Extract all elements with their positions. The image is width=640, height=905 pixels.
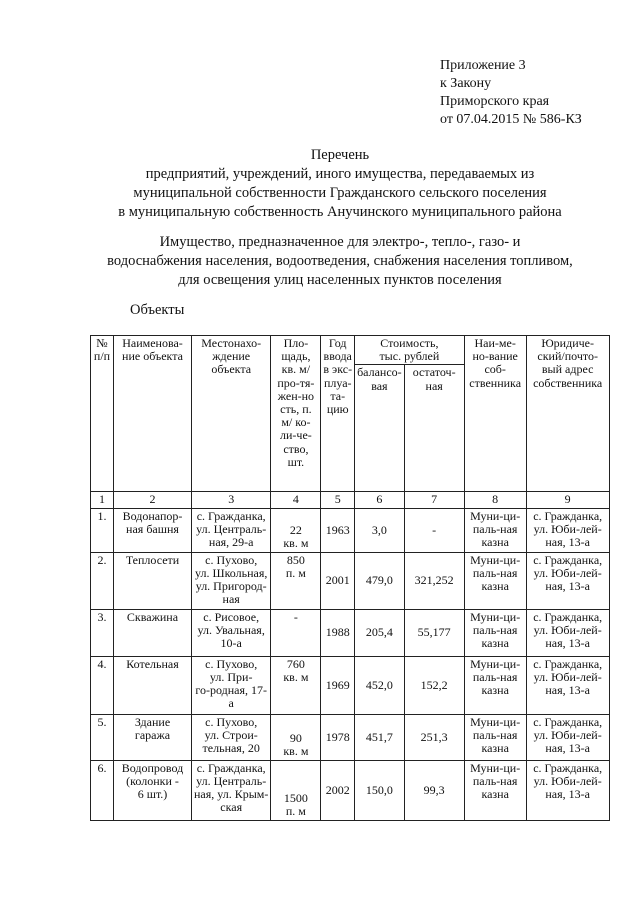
text-line: ная башня (126, 521, 179, 536)
balance-cost-cell: 451,7 (355, 714, 405, 760)
text-line: водоснабжения населения, водоотведения, снабжения населения топливом, (107, 253, 573, 269)
text-line: Котельная (126, 656, 179, 671)
text-line: 6 шт.) (137, 787, 168, 802)
text-line: казна (481, 579, 509, 594)
column-number-cell: 3 (192, 492, 271, 508)
text-line: ние объекта (122, 349, 183, 364)
text-line: ная, 13-а (545, 741, 590, 756)
objects-table (90, 335, 610, 821)
table-row (91, 656, 610, 714)
text-line: с. Гражданка, (533, 508, 603, 523)
text-line: казна (481, 683, 509, 698)
residual-cost-cell: 55,177 (404, 609, 464, 656)
object-name-cell (114, 508, 192, 552)
column-number-cell: 4 (271, 492, 321, 508)
text-line: Муни-ци- (470, 714, 521, 729)
header-year (321, 336, 355, 492)
balance-cost-cell: 3,0 (355, 508, 405, 552)
year-cell: 1978 (321, 714, 355, 760)
text-line: 1500 (283, 791, 308, 806)
text-line: остаточ- (412, 365, 456, 380)
text-line: с. Гражданка, (533, 552, 603, 567)
text-line: с. Пухово, (205, 656, 258, 671)
text-line: ул. При- (209, 669, 253, 684)
text-line: но-вание (472, 349, 518, 364)
area-cell (271, 760, 321, 820)
column-number-row (91, 492, 610, 508)
year-cell: 2001 (321, 552, 355, 609)
text-line: жен-но (277, 388, 315, 403)
column-number-cell: 8 (464, 492, 526, 508)
text-line: п. м (285, 565, 306, 580)
text-line: п/п (93, 349, 111, 364)
area-cell (271, 508, 321, 552)
owner-name-cell (464, 609, 526, 656)
objects-heading: Объекты (130, 302, 185, 318)
table-row (91, 552, 610, 609)
text-line: Муни-ци- (470, 508, 521, 523)
text-line: ул. Пригород- (195, 579, 267, 594)
column-number-cell: 5 (321, 492, 355, 508)
owner-name-cell (464, 552, 526, 609)
document-subtitle (80, 233, 600, 290)
text-line: ная (222, 592, 240, 607)
text-line: вый адрес (541, 362, 594, 377)
text-line: ная, 13-а (545, 579, 590, 594)
location-cell (192, 760, 271, 820)
appendix-block (440, 57, 582, 129)
text-line: с. Гражданка, (533, 656, 603, 671)
text-line: шт. (287, 454, 305, 469)
text-line: та- (330, 388, 346, 403)
text-line: паль-ная (472, 773, 518, 788)
text-line: Теплосети (125, 552, 180, 567)
text-line: 760 (286, 656, 305, 671)
text-line: ул. Увальная, (197, 622, 265, 637)
balance-cost-cell: 479,0 (355, 552, 405, 609)
text-line: паль-ная (472, 727, 518, 742)
row-number-cell: 4. (91, 656, 114, 714)
location-cell (192, 609, 271, 656)
table-row (91, 714, 610, 760)
header-row (91, 336, 610, 365)
text-line: Муни-ци- (470, 552, 521, 567)
text-line: Приморского края (440, 94, 550, 109)
row-number-cell: 5. (91, 714, 114, 760)
text-line: с. Пухово, (205, 714, 258, 729)
text-line: кв. м/ (281, 362, 311, 377)
area-cell (271, 552, 321, 609)
text-line: тыс. рублей (379, 349, 440, 364)
header-residual (404, 365, 464, 492)
header-num (91, 336, 114, 492)
text-line: м/ ко- (281, 415, 311, 430)
text-line: ул. Юби-лей- (533, 773, 602, 788)
header-cost (355, 336, 465, 365)
text-line: ул. Централь- (196, 773, 267, 788)
text-line: ул. Школьная, (195, 565, 268, 580)
text-line: ул. Строи- (204, 727, 258, 742)
owner-name-cell (464, 714, 526, 760)
text-line: Приложение 3 (440, 58, 526, 73)
header-area (271, 336, 321, 492)
balance-cost-cell: 205,4 (355, 609, 405, 656)
text-line: Водонапор- (122, 508, 183, 523)
object-name-cell (114, 552, 192, 609)
table-row (91, 760, 610, 820)
residual-cost-cell: 99,3 (404, 760, 464, 820)
text-line: паль-ная (472, 622, 518, 637)
text-line: Муни-ци- (470, 609, 521, 624)
text-line: Стоимость, (380, 336, 439, 350)
text-line: вая (371, 378, 388, 393)
text-line: ждение (212, 349, 251, 364)
text-line: ство, (283, 441, 309, 456)
text-line: ул. Юби-лей- (533, 565, 602, 580)
text-line: с. Гражданка, (533, 609, 603, 624)
text-line: ная, 13-а (545, 683, 590, 698)
area-cell (271, 714, 321, 760)
text-line: го-родная, 17- (195, 683, 268, 698)
owner-address-cell (526, 760, 609, 820)
text-line: Здание (134, 714, 171, 729)
year-cell: 1969 (321, 656, 355, 714)
row-number-cell: 1. (91, 508, 114, 552)
header-owner-name (464, 336, 526, 492)
text-line: ная, 29-а (208, 535, 254, 550)
text-line: тельная, 20 (202, 741, 260, 756)
text-line: плуа- (323, 375, 352, 390)
text-line: Водопровод (121, 760, 184, 775)
column-number-cell: 6 (355, 492, 405, 508)
text-line: Имущество, предназначенное для электро-, тепло-, газо- и (159, 234, 521, 250)
text-line: Наименова- (122, 336, 183, 350)
text-line: цию (326, 402, 349, 417)
text-line: с. Пухово, (205, 552, 258, 567)
balance-cost-cell: 452,0 (355, 656, 405, 714)
text-line: про-тя- (277, 375, 315, 390)
text-line: 90 (289, 731, 302, 746)
owner-address-cell (526, 552, 609, 609)
text-line: ул. Юби-лей- (533, 521, 602, 536)
text-line: ул. Юби-лей- (533, 727, 602, 742)
text-line: сть, п. (280, 402, 312, 417)
owner-address-cell (526, 609, 609, 656)
text-line: кв. м (283, 669, 309, 684)
document-title (80, 146, 600, 222)
text-line: с. Рисовое, (203, 609, 260, 624)
text-line: с. Гражданка, (196, 508, 266, 523)
residual-cost-cell: 251,3 (404, 714, 464, 760)
text-line: Муни-ци- (470, 656, 521, 671)
text-line: балансо- (357, 365, 402, 380)
header-name (114, 336, 192, 492)
text-line: ственника (469, 375, 522, 390)
text-line: к Закону (440, 76, 492, 91)
location-cell (192, 656, 271, 714)
text-line: в муниципальную собственность Анучинского муниципального района (118, 204, 562, 220)
text-line: казна (481, 787, 509, 802)
object-name-cell (114, 609, 192, 656)
object-name-cell (114, 714, 192, 760)
residual-cost-cell: 321,252 (404, 552, 464, 609)
owner-name-cell (464, 656, 526, 714)
text-line: ул. Юби-лей- (533, 669, 602, 684)
owner-name-cell (464, 508, 526, 552)
text-line: Пло- (283, 336, 309, 350)
table-row (91, 609, 610, 656)
text-line: собственника (533, 375, 603, 390)
location-cell (192, 714, 271, 760)
row-number-cell: 3. (91, 609, 114, 656)
text-line: щадь, (281, 349, 311, 364)
owner-address-cell (526, 508, 609, 552)
text-line: ул. Юби-лей- (533, 622, 602, 637)
column-number-cell: 7 (404, 492, 464, 508)
area-cell (271, 656, 321, 714)
text-line: ская (220, 800, 243, 815)
row-number-cell: 6. (91, 760, 114, 820)
owner-address-cell (526, 656, 609, 714)
text-line: Скважина (126, 609, 179, 624)
year-cell: 1988 (321, 609, 355, 656)
text-line: № (96, 336, 108, 350)
row-number-cell: 2. (91, 552, 114, 609)
text-line: с. Гражданка, (196, 760, 266, 775)
text-line: ул. Централь- (196, 521, 267, 536)
residual-cost-cell: - (404, 508, 464, 552)
column-number-cell: 2 (114, 492, 192, 508)
text-line: 22 (289, 523, 302, 538)
object-name-cell (114, 656, 192, 714)
text-line: паль-ная (472, 669, 518, 684)
text-line: (колонки - (126, 773, 179, 788)
owner-address-cell (526, 714, 609, 760)
text-line: Год (328, 336, 347, 350)
text-line: ная, 13-а (545, 535, 590, 550)
text-line: ная, ул. Крым- (194, 787, 269, 802)
table-row (91, 508, 610, 552)
text-line: ввода (323, 349, 352, 364)
year-cell: 2002 (321, 760, 355, 820)
text-line: казна (481, 535, 509, 550)
text-line: с. Гражданка, (533, 760, 603, 775)
text-line: Местонахо- (201, 336, 262, 350)
header-balance (355, 365, 405, 492)
text-line: ский/почто- (537, 349, 598, 364)
text-line: паль-ная (472, 565, 518, 580)
text-line: - (293, 609, 298, 624)
text-line: кв. м (283, 536, 309, 551)
text-line: для освещения улиц населенных пунктов поселения (178, 272, 502, 288)
text-line: с. Гражданка, (533, 714, 603, 729)
text-line: кв. м (283, 744, 309, 759)
area-cell (271, 609, 321, 656)
text-line: Перечень (310, 147, 370, 163)
text-line: Юридиче- (541, 336, 594, 350)
text-line: п. м (285, 804, 306, 819)
text-line: предприятий, учреждений, иного имущества, передаваемых из (145, 166, 535, 182)
location-cell (192, 552, 271, 609)
text-line: объекта (211, 362, 252, 377)
text-line: муниципальной собственности Гражданского сельского поселения (133, 185, 547, 201)
text-line: казна (481, 741, 509, 756)
text-line: Наи-ме- (474, 336, 516, 350)
text-line: гаража (134, 727, 171, 742)
text-line: Муни-ци- (470, 760, 521, 775)
object-name-cell (114, 760, 192, 820)
text-line: ная (425, 378, 443, 393)
text-line: 10-а (220, 636, 242, 651)
text-line: от 07.04.2015 № 586-КЗ (440, 112, 582, 127)
text-line: а (228, 696, 234, 711)
text-line: ли-че- (280, 428, 312, 443)
header-owner-address (526, 336, 609, 492)
column-number-cell: 1 (91, 492, 114, 508)
text-line: паль-ная (472, 521, 518, 536)
header-location (192, 336, 271, 492)
text-line: в экс- (323, 362, 353, 377)
text-line: соб- (484, 362, 506, 377)
location-cell (192, 508, 271, 552)
text-line: ная, 13-а (545, 636, 590, 651)
text-line: ная, 13-а (545, 787, 590, 802)
year-cell: 1963 (321, 508, 355, 552)
residual-cost-cell: 152,2 (404, 656, 464, 714)
text-line: 850 (286, 552, 305, 567)
owner-name-cell (464, 760, 526, 820)
balance-cost-cell: 150,0 (355, 760, 405, 820)
column-number-cell: 9 (526, 492, 609, 508)
text-line: казна (481, 636, 509, 651)
